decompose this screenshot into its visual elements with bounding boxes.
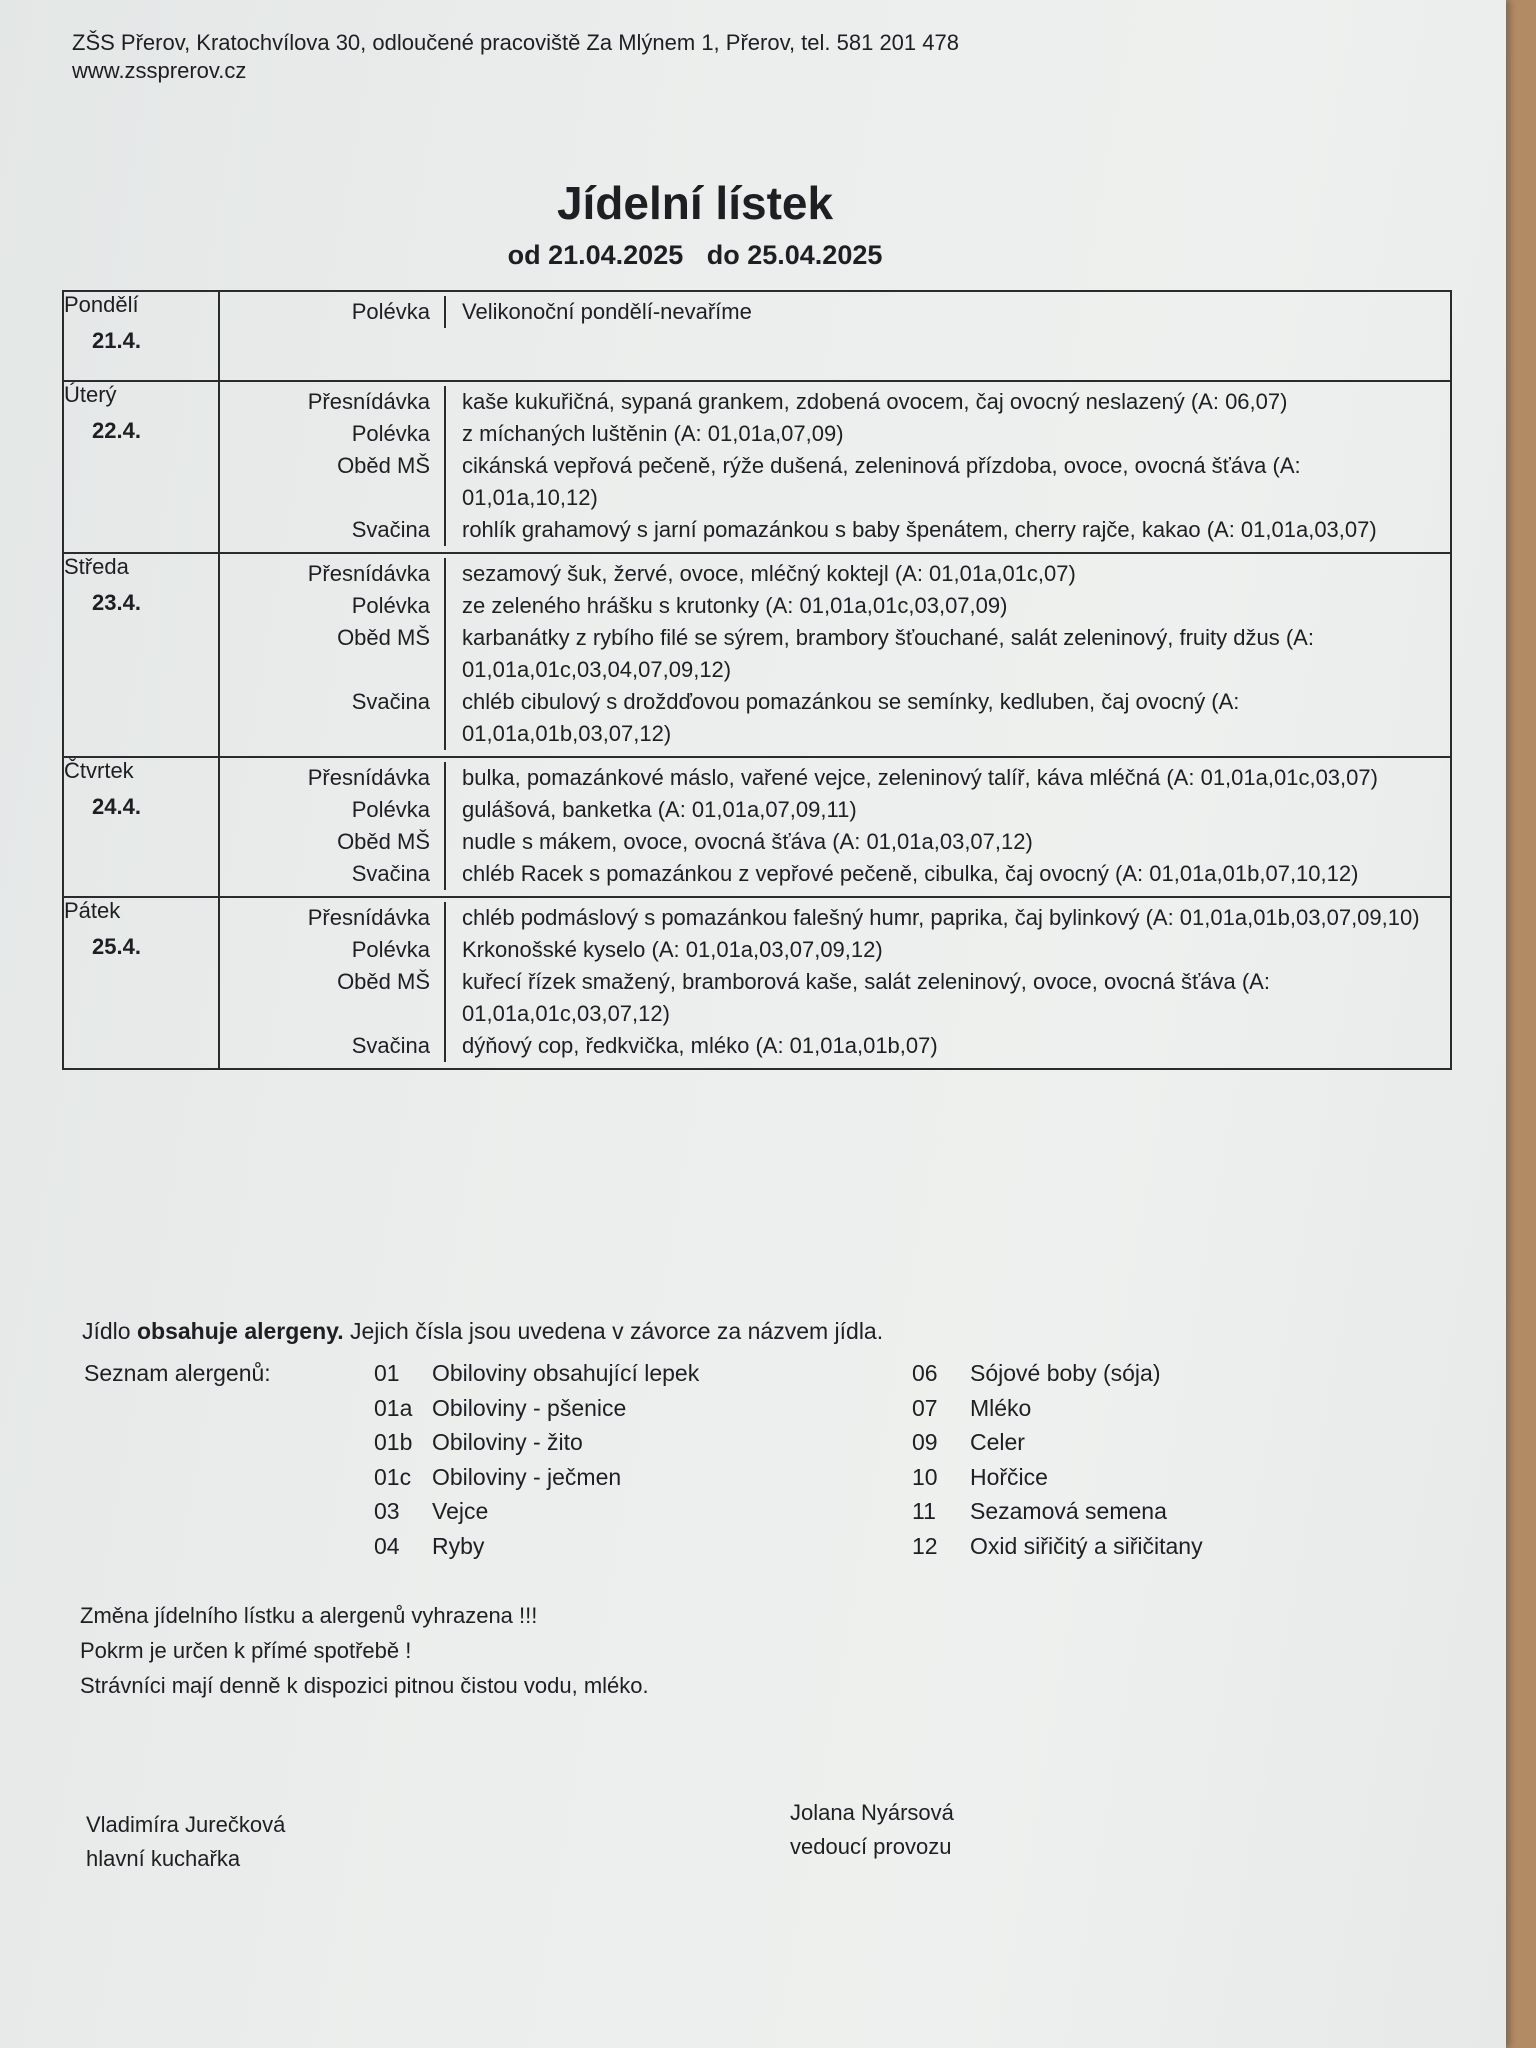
day-name: Čtvrtek — [64, 758, 134, 783]
menu-day-row — [63, 381, 1451, 553]
meal-entry — [220, 558, 1450, 590]
school-website: www.zssprerov.cz — [72, 58, 247, 83]
meal-type: Polévka — [351, 593, 430, 618]
meal-entry — [220, 1030, 1450, 1062]
signature-manager — [790, 1796, 954, 1864]
allergen-item — [374, 1533, 699, 1568]
signature-name: Jolana Nyársová — [790, 1800, 954, 1825]
meal-description: z míchaných luštěnin (A: 01,01a,07,09) — [444, 418, 1450, 450]
meal-entry — [220, 762, 1450, 794]
meal-entry — [220, 826, 1450, 858]
meal-type: Polévka — [351, 299, 430, 324]
allergen-code: 11 — [912, 1498, 936, 1524]
allergen-code: 10 — [912, 1463, 938, 1490]
allergen-item — [912, 1429, 1203, 1464]
page-title: Jídelní lístek — [556, 177, 834, 229]
allergen-list-label: Seznam alergenů: — [84, 1360, 271, 1386]
meal-description: kuřecí řízek smažený, bramborová kaše, salát zeleninový, ovoce, ovocná šťáva (A: 01,01a,01c,03,07,12) — [444, 966, 1450, 1030]
meal-type: Přesnídávka — [307, 765, 430, 790]
meal-type: Polévka — [351, 797, 430, 822]
allergen-name: Mléko — [970, 1394, 1032, 1421]
allergen-name: Sezamová semena — [970, 1498, 1167, 1524]
allergen-code: 04 — [374, 1532, 400, 1559]
allergen-name: Oxid siřičitý a siřičitany — [970, 1532, 1203, 1559]
meal-type: Svačina — [351, 1033, 430, 1058]
meal-type: Oběd MŠ — [337, 625, 430, 650]
meals-cell — [219, 381, 1451, 553]
signature-role: hlavní kuchařka — [86, 1846, 241, 1871]
allergen-item — [374, 1429, 699, 1464]
meal-type: Svačina — [351, 517, 430, 542]
meal-type: Oběd MŠ — [337, 969, 430, 994]
allergen-code: 01a — [374, 1394, 413, 1421]
note-line: Pokrm je určen k přímé spotřebě ! — [80, 1638, 412, 1663]
menu-table — [62, 290, 1452, 1070]
note-line: Strávníci mají denně k dispozici pitnou čistou vodu, mléko. — [80, 1673, 649, 1698]
meals-cell — [219, 291, 1451, 381]
allergen-name: Vejce — [432, 1498, 489, 1524]
day-name: Pátek — [64, 898, 121, 923]
allergen-item — [912, 1395, 1203, 1430]
meal-entry — [220, 622, 1450, 686]
allergen-name: Hořčice — [970, 1463, 1048, 1490]
allergen-item — [912, 1498, 1203, 1533]
allergen-name: Ryby — [432, 1532, 485, 1559]
meal-description: gulášová, banketka (A: 01,01a,07,09,11) — [444, 794, 1450, 826]
day-name: Pondělí — [64, 292, 139, 317]
meal-type: Přesnídávka — [307, 561, 430, 586]
meal-type: Polévka — [351, 421, 430, 446]
meal-description: Velikonoční pondělí-nevaříme — [444, 296, 1450, 328]
menu-day-row — [63, 291, 1451, 381]
meals-cell — [219, 897, 1451, 1069]
note-line: Změna jídelního lístku a alergenů vyhrazena !!! — [80, 1603, 538, 1628]
allergen-name: Sójové boby (sója) — [970, 1360, 1161, 1386]
meal-entry — [220, 296, 1450, 328]
day-date: 25.4. — [92, 934, 141, 959]
allergen-name: Celer — [970, 1429, 1025, 1455]
notes — [80, 1598, 649, 1703]
allergen-name: Obiloviny - žito — [432, 1429, 583, 1455]
meal-type: Přesnídávka — [307, 389, 430, 414]
meal-description: dýňový cop, ředkvička, mléko (A: 01,01a,01b,07) — [444, 1030, 1450, 1062]
allergen-code: 12 — [912, 1532, 938, 1559]
allergen-code: 07 — [912, 1394, 938, 1421]
menu-day-row — [63, 757, 1451, 897]
day-cell — [63, 381, 219, 553]
day-date: 24.4. — [92, 794, 141, 819]
meal-entry — [220, 418, 1450, 450]
signature-cook — [86, 1808, 285, 1876]
allergen-name: Obiloviny - ječmen — [432, 1463, 622, 1490]
allergen-code: 03 — [374, 1498, 400, 1524]
meal-type: Svačina — [351, 689, 430, 714]
allergen-list-left — [374, 1360, 699, 1567]
meal-description: kaše kukuřičná, sypaná grankem, zdobená ovocem, čaj ovocný neslazený (A: 06,07) — [444, 386, 1450, 418]
allergen-code: 01b — [374, 1429, 413, 1455]
meal-type: Oběd MŠ — [337, 453, 430, 478]
meal-entry — [220, 450, 1450, 514]
meals-cell — [219, 553, 1451, 757]
allergen-item — [912, 1533, 1203, 1568]
meal-description: rohlík grahamový s jarní pomazánkou s baby špenátem, cherry rajče, kakao (A: 01,01a,03,07) — [444, 514, 1450, 546]
allergen-item — [374, 1464, 699, 1499]
meal-description: Krkonošské kyselo (A: 01,01a,03,07,09,12) — [444, 934, 1450, 966]
meal-entry — [220, 902, 1450, 934]
meal-description: chléb podmáslový s pomazánkou falešný humr, paprika, čaj bylinkový (A: 01,01a,01b,03,07,09,10) — [444, 902, 1450, 934]
allergen-item — [374, 1360, 699, 1395]
meal-entry — [220, 934, 1450, 966]
allergen-code: 09 — [912, 1429, 938, 1455]
day-cell — [63, 291, 219, 381]
allergen-item — [374, 1498, 699, 1533]
allergen-code: 01c — [374, 1463, 412, 1490]
meals-cell — [219, 757, 1451, 897]
meal-description: bulka, pomazánkové máslo, vařené vejce, zeleninový talíř, káva mléčná (A: 01,01a,01c,03,07) — [444, 762, 1450, 794]
meal-entry — [220, 858, 1450, 890]
allergen-code: 06 — [912, 1360, 938, 1386]
allergen-item — [912, 1360, 1203, 1395]
meal-entry — [220, 514, 1450, 546]
day-date: 21.4. — [92, 328, 141, 353]
allergen-item — [912, 1464, 1203, 1499]
allergen-code: 01 — [374, 1360, 400, 1386]
day-date: 23.4. — [92, 590, 141, 615]
meal-description: chléb cibulový s droždďovou pomazánkou se semínky, kedluben, čaj ovocný (A: 01,01a,01b,03,07,12) — [444, 686, 1450, 750]
day-name: Úterý — [64, 382, 117, 407]
meal-entry — [220, 386, 1450, 418]
meal-description: sezamový šuk, žervé, ovoce, mléčný koktejl (A: 01,01a,01c,07) — [444, 558, 1450, 590]
menu-day-row — [63, 897, 1451, 1069]
allergen-intro: Jídlo obsahuje alergeny. Jejich čísla jsou uvedena v závorce za názvem jídla. — [82, 1318, 884, 1344]
day-name: Středa — [64, 554, 129, 579]
day-cell — [63, 553, 219, 757]
meal-entry — [220, 686, 1450, 750]
meal-description: chléb Racek s pomazánkou z vepřové pečeně, cibulka, čaj ovocný (A: 01,01a,01b,07,10,12) — [444, 858, 1450, 890]
menu-period — [0, 240, 1390, 271]
meal-description: nudle s mákem, ovoce, ovocná šťáva (A: 01,01a,03,07,12) — [444, 826, 1450, 858]
school-address: ZŠS Přerov, Kratochvílova 30, odloučené pracoviště Za Mlýnem 1, Přerov, tel. 581 201 478 — [72, 30, 959, 55]
day-cell — [63, 757, 219, 897]
meal-entry — [220, 590, 1450, 622]
allergen-name: Obiloviny - pšenice — [432, 1394, 627, 1421]
meal-type: Polévka — [351, 937, 430, 962]
period-to: do 25.04.2025 — [706, 240, 883, 270]
signature-role: vedoucí provozu — [790, 1834, 952, 1859]
allergen-name: Obiloviny obsahující lepek — [432, 1360, 700, 1386]
meal-description: ze zeleného hrášku s krutonky (A: 01,01a,01c,03,07,09) — [444, 590, 1450, 622]
meal-description: karbanátky z rybího filé se sýrem, brambory šťouchané, salát zeleninový, fruity džus (A: 01,01a,01c,03,04,07,09,12) — [444, 622, 1450, 686]
meal-type: Přesnídávka — [307, 905, 430, 930]
meal-description: cikánská vepřová pečeně, rýže dušená, zeleninová přízdoba, ovoce, ovocná šťáva (A: 01,01a,10,12) — [444, 450, 1450, 514]
allergen-list-right — [912, 1360, 1203, 1567]
meal-entry — [220, 966, 1450, 1030]
meal-type: Oběd MŠ — [337, 829, 430, 854]
day-cell — [63, 897, 219, 1069]
period-from: od 21.04.2025 — [507, 240, 684, 270]
allergen-item — [374, 1395, 699, 1430]
meal-type: Svačina — [351, 861, 430, 886]
meal-entry — [220, 794, 1450, 826]
signature-name: Vladimíra Jurečková — [86, 1812, 286, 1837]
day-date: 22.4. — [92, 418, 141, 443]
menu-day-row — [63, 553, 1451, 757]
allergen-legend — [82, 1318, 1432, 1559]
